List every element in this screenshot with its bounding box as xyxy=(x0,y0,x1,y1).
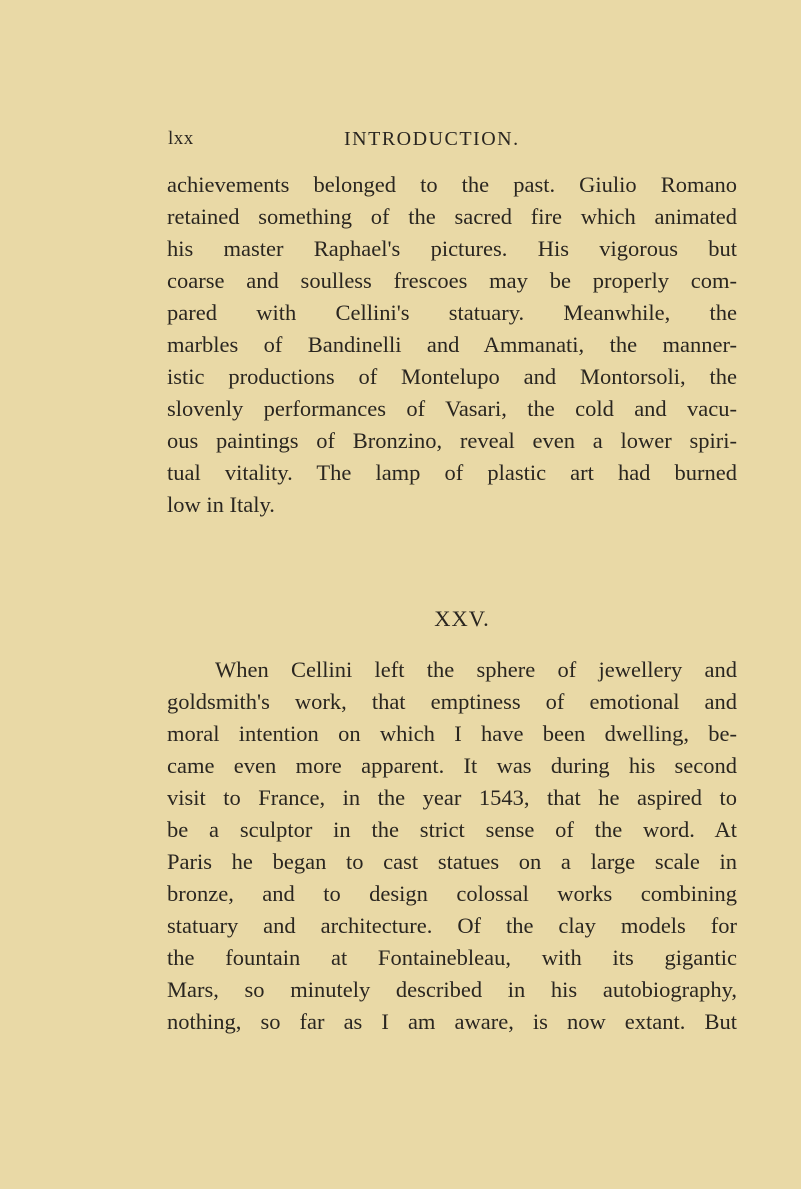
text-line: achievements belonged to the past. Giulio Romano xyxy=(167,172,737,197)
paragraph-2 xyxy=(167,654,737,1038)
text-line: slovenly performances of Vasari, the cold and vacu- xyxy=(167,396,737,421)
text-line: nothing, so far as I am aware, is now extant. But xyxy=(167,1009,737,1034)
text-line: his master Raphael's pictures. His vigorous but xyxy=(167,236,737,261)
text-line: Paris he began to cast statues on a large scale in xyxy=(167,849,737,874)
text-line: ous paintings of Bronzino, reveal even a lower spiri- xyxy=(167,428,737,453)
text-line: pared with Cellini's statuary. Meanwhile, the xyxy=(167,300,737,325)
text-line: tual vitality. The lamp of plastic art had burned xyxy=(167,460,737,485)
text-line: bronze, and to design colossal works combining xyxy=(167,881,737,906)
text-line: be a sculptor in the strict sense of the word. At xyxy=(167,817,737,842)
text-line: goldsmith's work, that emptiness of emotional and xyxy=(167,689,737,714)
text-line: low in Italy. xyxy=(167,492,275,517)
text-line: marbles of Bandinelli and Ammanati, the manner- xyxy=(167,332,737,357)
text-line: coarse and soulless frescoes may be properly com- xyxy=(167,268,737,293)
page-header xyxy=(168,128,728,158)
section-heading: XXV. xyxy=(434,606,490,631)
text-line: came even more apparent. It was during his second xyxy=(167,753,737,778)
text-line: statuary and architecture. Of the clay models for xyxy=(167,913,737,938)
body-text xyxy=(167,169,737,1038)
text-line: moral intention on which I have been dwelling, be- xyxy=(167,721,737,746)
page-number: lxx xyxy=(168,128,194,149)
text-line: Mars, so minutely described in his autobiography, xyxy=(167,977,737,1002)
running-head: INTRODUCTION. xyxy=(344,128,520,150)
paragraph-1 xyxy=(167,169,737,521)
text-line: istic productions of Montelupo and Montorsoli, the xyxy=(167,364,737,389)
text-line: visit to France, in the year 1543, that he aspired to xyxy=(167,785,737,810)
text-line: retained something of the sacred fire which animated xyxy=(167,204,737,229)
text-line: the fountain at Fontainebleau, with its gigantic xyxy=(167,945,737,970)
text-line: When Cellini left the sphere of jewellery and xyxy=(215,657,737,682)
